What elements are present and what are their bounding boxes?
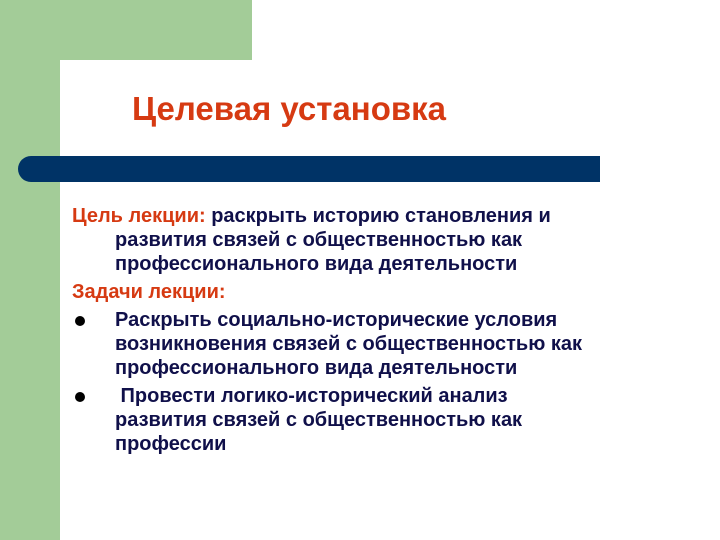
list-item xyxy=(72,384,692,456)
goal-text-line1: раскрыть историю становления и xyxy=(205,205,551,227)
slide-body xyxy=(72,204,692,456)
list-item xyxy=(72,308,692,380)
bullet-line: профессии xyxy=(115,433,227,455)
bullet-icon xyxy=(75,316,85,326)
goal-text-line2: развития связей с общественностью как xyxy=(115,229,523,251)
green-top-band xyxy=(0,0,252,60)
bullet-line: возникновения связей с общественностью как xyxy=(115,333,583,355)
tasks-label: Задачи лекции: xyxy=(72,281,226,303)
goal-paragraph xyxy=(72,204,692,276)
bullet-icon xyxy=(75,392,85,402)
bullet-line: развития связей с общественностью как xyxy=(115,409,523,431)
slide-title: Целевая установка xyxy=(132,90,447,127)
goal-label: Цель лекции: xyxy=(72,205,206,227)
bullet-line: Раскрыть социально-исторические условия xyxy=(115,309,558,331)
green-side-band xyxy=(0,0,60,540)
bullet-line: профессионального вида деятельности xyxy=(115,357,518,379)
title-underline-bar xyxy=(18,156,600,182)
bullet-line: Провести логико-исторический анализ xyxy=(115,385,508,407)
goal-text-line3: профессионального вида деятельности xyxy=(115,253,518,275)
